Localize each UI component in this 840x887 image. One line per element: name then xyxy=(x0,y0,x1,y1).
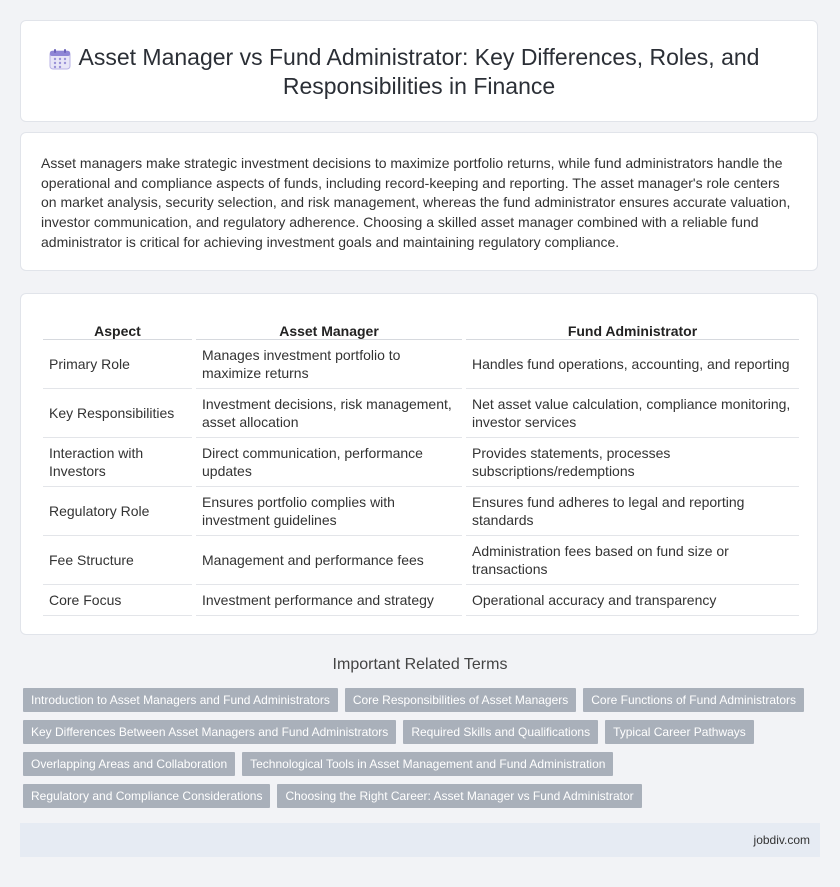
table-cell: Ensures fund adheres to legal and reporting standards xyxy=(464,487,799,536)
tag-row xyxy=(23,784,823,808)
table-cell: Net asset value calculation, compliance monitoring, investor services xyxy=(464,389,799,438)
related-term-link[interactable]: Introduction to Asset Managers and Fund Administrators xyxy=(23,688,338,712)
comparison-table xyxy=(43,315,799,616)
table-cell: Ensures portfolio complies with investment guidelines xyxy=(194,487,464,536)
related-term-link[interactable]: Key Differences Between Asset Managers and Fund Administrators xyxy=(23,720,396,744)
header-fund-administrator: Fund Administrator xyxy=(464,315,799,340)
header-card xyxy=(20,20,818,122)
table-row xyxy=(43,585,799,616)
page-title: Asset Manager vs Fund Administrator: Key Differences, Roles, and Responsibilities in Finance xyxy=(78,44,760,99)
table-cell: Provides statements, processes subscriptions/redemptions xyxy=(464,438,799,487)
table-cell: Key Responsibilities xyxy=(43,389,194,438)
related-term-link[interactable]: Technological Tools in Asset Management and Fund Administration xyxy=(242,752,613,776)
table-cell: Core Focus xyxy=(43,585,194,616)
table-cell: Regulatory Role xyxy=(43,487,194,536)
related-terms-list xyxy=(23,688,823,816)
table-cell: Interaction with Investors xyxy=(43,438,194,487)
table-cell: Administration fees based on fund size or transactions xyxy=(464,536,799,585)
related-term-link[interactable]: Typical Career Pathways xyxy=(605,720,754,744)
tag-row xyxy=(23,752,823,776)
table-row xyxy=(43,389,799,438)
header-aspect: Aspect xyxy=(43,315,194,340)
table-row xyxy=(43,487,799,536)
table-cell: Direct communication, performance updates xyxy=(194,438,464,487)
tag-row xyxy=(23,720,823,744)
footer xyxy=(20,823,820,857)
related-term-link[interactable]: Overlapping Areas and Collaboration xyxy=(23,752,235,776)
table-cell: Handles fund operations, accounting, and reporting xyxy=(464,340,799,389)
related-terms-heading: Important Related Terms xyxy=(332,656,508,673)
comparison-table-card xyxy=(20,293,818,635)
header-asset-manager: Asset Manager xyxy=(194,315,464,340)
related-term-link[interactable]: Choosing the Right Career: Asset Manager vs Fund Administrator xyxy=(277,784,641,808)
table-cell: Management and performance fees xyxy=(194,536,464,585)
table-cell: Operational accuracy and transparency xyxy=(464,585,799,616)
related-term-link[interactable]: Core Functions of Fund Administrators xyxy=(583,688,804,712)
related-term-link[interactable]: Core Responsibilities of Asset Managers xyxy=(345,688,576,712)
table-cell: Investment performance and strategy xyxy=(194,585,464,616)
related-term-link[interactable]: Regulatory and Compliance Considerations xyxy=(23,784,270,808)
intro-paragraph: Asset managers make strategic investment decisions to maximize portfolio returns, while fund administrators handle the operational and compliance aspects of funds, including record-keeping and reporting. The asset manager's role centers on market analysis, security selection, and risk management, whereas the fund administrator ensures accurate valuation, investor communication, and regulatory adherence. Choosing a skilled asset manager combined with a reliable fund administrator is critical for achieving investment goals and maintaining regulatory compliance. xyxy=(41,155,791,250)
table-cell: Investment decisions, risk management, asset allocation xyxy=(194,389,464,438)
intro-card xyxy=(20,132,818,271)
tag-row xyxy=(23,688,823,712)
table-row xyxy=(43,438,799,487)
table-cell: Fee Structure xyxy=(43,536,194,585)
table-row xyxy=(43,340,799,389)
related-term-link[interactable]: Required Skills and Qualifications xyxy=(403,720,598,744)
table-cell: Manages investment portfolio to maximize returns xyxy=(194,340,464,389)
footer-site-link[interactable]: jobdiv.com xyxy=(753,833,810,847)
table-cell: Primary Role xyxy=(43,340,194,389)
table-header-row xyxy=(43,315,799,340)
table-row xyxy=(43,536,799,585)
